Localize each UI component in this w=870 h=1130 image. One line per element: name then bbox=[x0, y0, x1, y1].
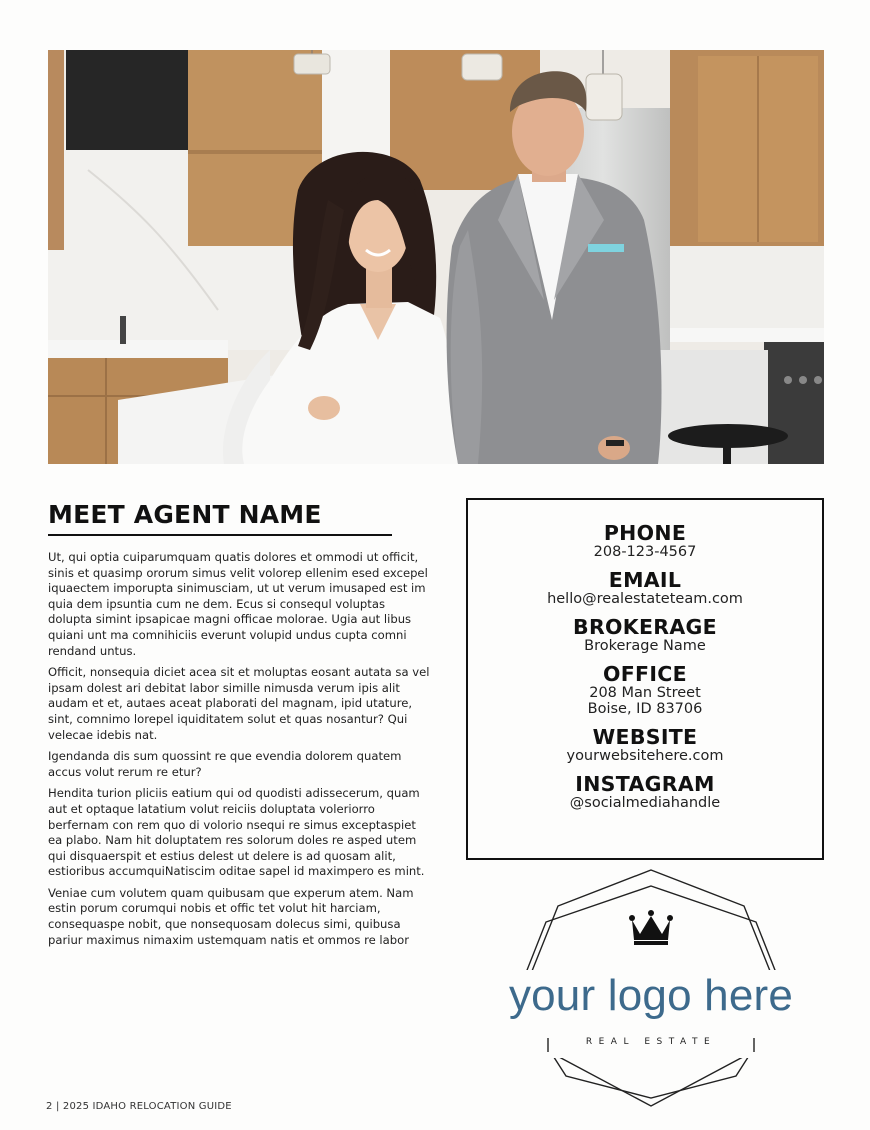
logo-tagline: REAL ESTATE bbox=[585, 1037, 717, 1047]
phone-value[interactable]: 208-123-4567 bbox=[593, 544, 697, 560]
website-value[interactable]: yourwebsitehere.com bbox=[566, 748, 724, 764]
bio-paragraph: Hendita turion pliciis eatium qui od quodisti adissecerum, quam aut et optaque latatium volut reiciis doluptata voleriorro berfernam con rem quo di volorio nsequi re simus exceptaspiet ea plabo. Nam hit doluptatem res solorum doles re asped utem qui disquaerspit et estius delest ut delere is ad quosam alit, estioribus accumquiNatiscim oditae sapel id maximpero es mint. bbox=[48, 786, 425, 879]
brokerage-value: Brokerage Name bbox=[584, 638, 706, 654]
instagram-value[interactable]: @socialmediahandle bbox=[569, 795, 721, 811]
email-value[interactable]: hello@realestateteam.com bbox=[547, 591, 743, 607]
agents-photo bbox=[48, 50, 824, 464]
phone-label: PHONE bbox=[603, 521, 687, 545]
title-underline bbox=[48, 534, 392, 536]
section-title: MEET AGENT NAME bbox=[48, 500, 322, 529]
contact-office bbox=[588, 663, 703, 717]
contact-brokerage bbox=[573, 616, 717, 654]
bio-paragraph: Officit, nonsequia diciet acea sit et moluptas eosant autata sa vel ipsam dolest ari debitat labor simille nimusda verum ipis alit audam et et, autaes aceat plaborati del magnam, ipid utature, sint, comnimo lorepel iquiditatem solut et quas nosantur? Qui velecae idebis nat. bbox=[48, 665, 430, 742]
crown-icon bbox=[628, 910, 674, 946]
contact-instagram bbox=[570, 773, 720, 811]
contact-website bbox=[566, 726, 723, 764]
office-address-line1: 208 Man Street bbox=[589, 685, 701, 701]
bio-paragraph: Igendanda dis sum quossint re que evendia dolorem quatem accus volut rerum re etur? bbox=[48, 749, 402, 779]
bio-paragraph: Veniae cum volutem quam quibusam que experum atem. Nam estin porum corumqui nobis et offic tet volut hit harciam, consequaspe nobit, que nonsequosam dolecus simi, quibusa pariur maximus nimaxim ustemquam natis et ommos re labor bbox=[48, 885, 414, 947]
instagram-label: INSTAGRAM bbox=[575, 772, 715, 796]
office-address-line2: Boise, ID 83706 bbox=[587, 701, 703, 717]
page-footer: 2 | 2025 IDAHO RELOCATION GUIDE bbox=[46, 1101, 232, 1112]
office-label: OFFICE bbox=[603, 662, 687, 686]
brokerage-label: BROKERAGE bbox=[573, 615, 717, 639]
contact-box bbox=[466, 498, 824, 860]
brand-logo bbox=[486, 866, 816, 1110]
email-label: EMAIL bbox=[608, 568, 682, 592]
contact-phone bbox=[594, 522, 697, 560]
website-label: WEBSITE bbox=[592, 725, 698, 749]
contact-email bbox=[547, 569, 743, 607]
bio-text bbox=[48, 550, 430, 954]
logo-wordmark: your logo here bbox=[508, 971, 794, 1020]
bio-paragraph: Ut, qui optia cuiparumquam quatis dolores et ommodi ut officit, sinis et quasimp ororum simus velit volorep ellenim esed excepel iquaectem imporupta sinimusciam, ut ut verum imusaped est im quia dem ipsuntia cum ne dem. Ecus si consequl voluptas dolupta simint ipsapicae magni officae molorae. Ugia aut libus quiani unt ma comnihiciis everunt volupid undus cupta comni rendand untus. bbox=[48, 550, 428, 658]
